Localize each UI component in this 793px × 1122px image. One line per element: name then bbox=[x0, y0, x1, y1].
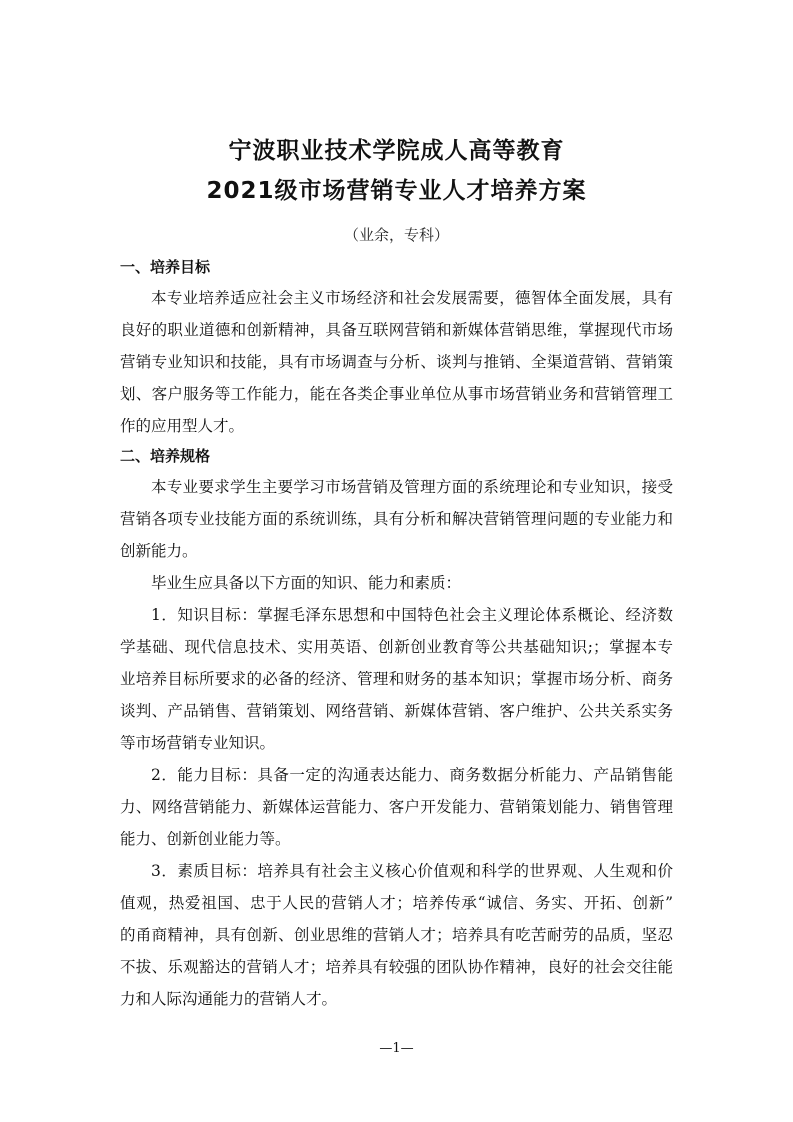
page-number: —1— bbox=[379, 1041, 414, 1056]
section-heading: 二、培养规格 bbox=[120, 447, 211, 465]
text-line: 学基础、现代信息技术、实用英语、创新创业教育等公共基础知识;；掌握本专 bbox=[120, 638, 673, 656]
text-line: 力和人际沟通能力的营销人才。 bbox=[120, 990, 338, 1008]
text-line: 谈判、产品销售、营销策划、网络营销、新媒体营销、客户维护、公共关系实务 bbox=[120, 702, 673, 720]
text-line: 良好的职业道德和创新精神，具备互联网营销和新媒体营销思维，掌握现代市场 bbox=[120, 321, 673, 339]
program-type: （业余，专科） bbox=[343, 226, 449, 244]
text-line: 1．知识目标：掌握毛泽东思想和中国特色社会主义理论体系概论、经济数 bbox=[151, 606, 673, 624]
section-heading: 一、培养目标 bbox=[120, 258, 211, 276]
text-line: 划、客户服务等工作能力，能在各类企事业单位从事市场营销业务和营销管理工 bbox=[120, 385, 673, 403]
paragraph bbox=[120, 599, 673, 759]
document-subtitle-title: 2021级市场营销专业人才培养方案 bbox=[206, 178, 587, 204]
text-line: 毕业生应具备以下方面的知识、能力和素质： bbox=[151, 574, 462, 592]
paragraph bbox=[120, 471, 673, 567]
text-line: 3．素质目标：培养具有社会主义核心价值观和科学的世界观、人生观和价 bbox=[151, 862, 673, 880]
text-line: 等市场营销专业知识。 bbox=[120, 734, 276, 752]
text-line: 2．能力目标：具备一定的沟通表达能力、商务数据分析能力、产品销售能 bbox=[151, 766, 673, 784]
text-line: 营销各项专业技能方面的系统训练，具有分析和解决营销管理问题的专业能力和 bbox=[120, 510, 673, 528]
text-line: 营销专业知识和技能，具有市场调查与分析、谈判与推销、全渠道营销、营销策 bbox=[120, 353, 673, 371]
paragraph bbox=[120, 759, 673, 855]
text-line: 能力、创新创业能力等。 bbox=[120, 830, 291, 848]
text-line: 作的应用型人才。 bbox=[120, 417, 245, 435]
text-line: 不拔、乐观豁达的营销人才；培养具有较强的团队协作精神，良好的社会交往能 bbox=[120, 958, 673, 976]
text-line: 业培养目标所要求的必备的经济、管理和财务的基本知识；掌握市场分析、商务 bbox=[120, 670, 673, 688]
text-line: 创新能力。 bbox=[120, 542, 198, 560]
paragraph bbox=[120, 567, 673, 599]
paragraph bbox=[120, 282, 673, 442]
text-line: 力、网络营销能力、新媒体运营能力、客户开发能力、营销策划能力、销售管理 bbox=[120, 798, 673, 816]
paragraph bbox=[120, 855, 673, 1015]
text-line: 本专业培养适应社会主义市场经济和社会发展需要，德智体全面发展，具有 bbox=[151, 289, 673, 307]
text-line: 的甬商精神，具有创新、创业思维的营销人才；培养具有吃苦耐劳的品质，坚忍 bbox=[120, 926, 673, 944]
text-line: 本专业要求学生主要学习市场营销及管理方面的系统理论和专业知识，接受 bbox=[151, 478, 673, 496]
text-line: 值观，热爱祖国、忠于人民的营销人才；培养传承“诚信、务实、开拓、创新” bbox=[120, 894, 673, 912]
document-body bbox=[120, 253, 673, 1015]
document-title: 宁波职业技术学院成人高等教育 bbox=[228, 138, 565, 164]
